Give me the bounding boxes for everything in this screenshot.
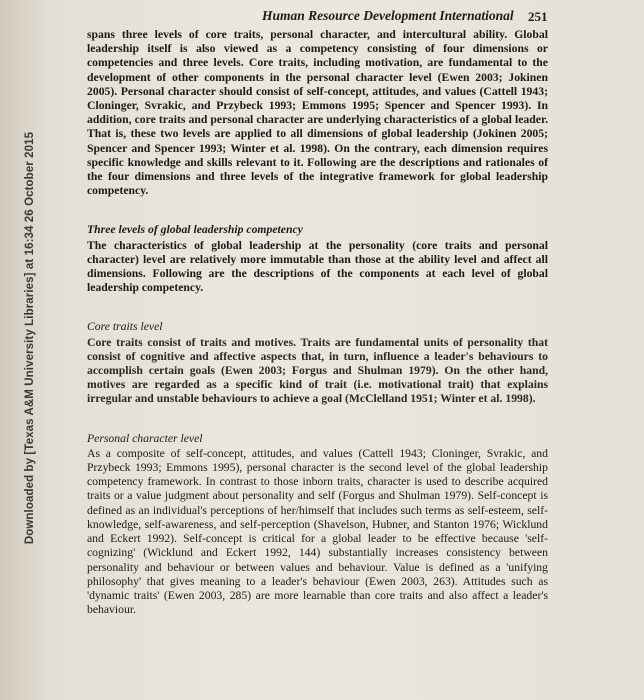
running-title: Human Resource Development International bbox=[262, 8, 514, 23]
section-heading: Personal character level bbox=[87, 431, 203, 445]
section-personal-character bbox=[87, 432, 548, 618]
intro-paragraph: spans three levels of core traits, personal character, and intercultural ability. Global leadership itself is also viewed as a competency consisting of four dimensions or competencies and three levels. Core traits, including motivation, are fundamental to the development of other components in the personal character level (Ewen 2003; Jokinen 2005). Personal character should consist of self-concept, attitudes, and values (Cattell 1943; Cloninger, Svrakic, and Przybeck 1993; Emmons 1995; Spencer and Spencer 1993). In addition, core traits and personal character are underlying characteristics of a global leader. That is, these two levels are applied to all dimensions of global leadership (Jokinen 2005; Spencer and Spencer 1993; Winter et al. 1998). On the contrary, each dimension requires specific knowledge and skills relevant to it. Following are the descriptions and rationales of the four dimensions and three levels of the integrative framework for global leadership competency. bbox=[87, 28, 548, 198]
section-paragraph: The characteristics of global leadership at the personality (core traits and personal character) level are relatively more immutable than those at the ability level and affect all dimensions. Following are the descriptions of the components at each level of global leadership competency. bbox=[87, 238, 548, 295]
section-heading: Three levels of global leadership competency bbox=[87, 223, 303, 237]
section-core-traits bbox=[87, 320, 548, 406]
page-number: 251 bbox=[528, 9, 548, 24]
section-paragraph: As a composite of self-concept, attitudes, and values (Cattell 1943; Cloninger, Svrakic, and Przybeck 1993; Emmons 1995), personal character is the second level of the global leadership competency framework. In contrast to those inborn traits, character is used to describe acquired traits or a value judgment about personality and self (Forgus and Shulman 1979). Self-concept is defined as an individual's perceptions of her/himself that includes such terms as self-esteem, self-knowledge, self-awareness, and self-perception (Shavelson, Hubner, and Stanton 1976; Wicklund and Eckert 1992). Self-concept is critical for a global leader to be effective because 'self-cognizing' (Wicklund and Eckert 1992, 144) substantially increases consistency between personality and behaviour or between values and behaviour. Value is defined as a 'unifying philosophy' that gives meaning to a leader's behaviour (Ewen 2003, 263). Attitudes such as 'dynamic traits' (Ewen 2003, 285) are more learnable than core traits and also affect a leader's behaviour. bbox=[87, 446, 548, 617]
section-heading: Core traits level bbox=[87, 320, 163, 334]
article-body bbox=[87, 28, 548, 617]
section-three-levels bbox=[87, 223, 548, 295]
download-watermark: Downloaded by [Texas A&M University Libraries] at 16:34 26 October 2015 bbox=[24, 131, 36, 545]
section-paragraph: Core traits consist of traits and motives. Traits are fundamental units of personality that consist of cognitive and affective aspects that, in turn, influence a leader's behaviours to accomplish certain goals (Ewen 2003; Forgus and Shulman 1979). On the other hand, motives are regarded as a specific kind of trait (i.e. motivational trait) that explains irregular and unstable behaviours to achieve a goal (McClelland 1951; Winter et al. 1998). bbox=[87, 335, 548, 406]
